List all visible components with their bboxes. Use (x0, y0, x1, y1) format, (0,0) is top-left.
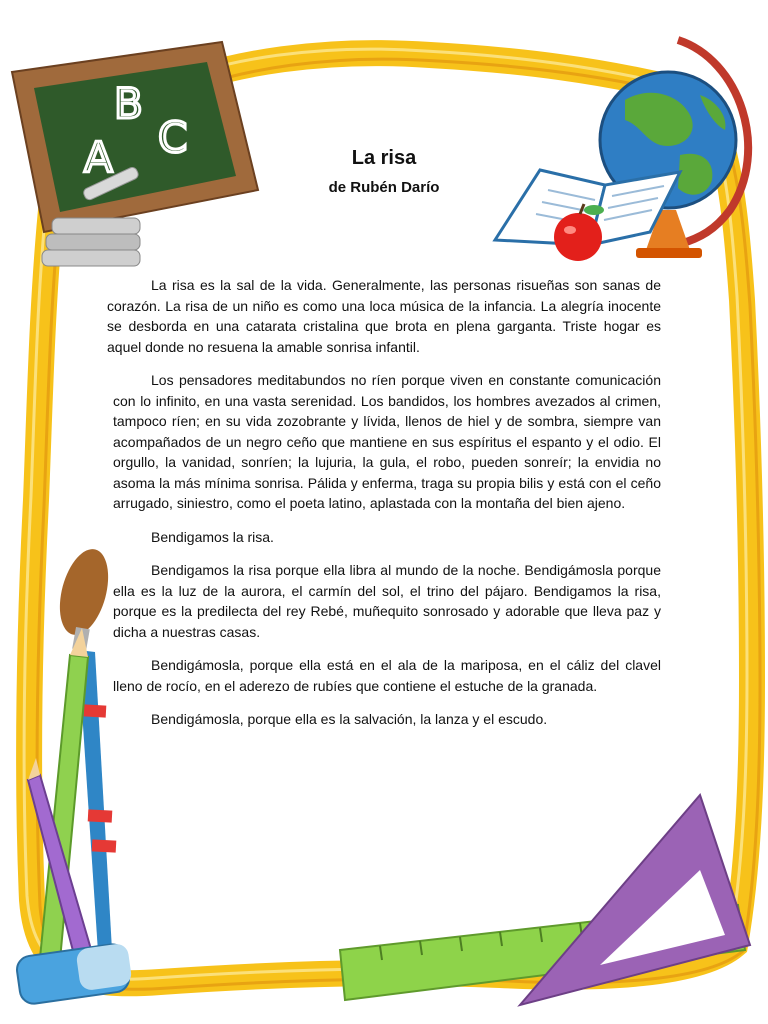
paragraph-4: Bendigamos la risa porque ella libra al mundo de la noche. Bendigámosla porque ella es la luz de la aurora, el carmín del sol, el trino del pájaro. Bendigamos la risa, porque es la predilecta del rey Rebé, muñequito sonrosado y adorable que lleva paz y dicha a nuestras casas. (113, 562, 661, 640)
paragraph-3: Bendigamos la risa. (151, 528, 274, 545)
paragraph-6: Bendigámosla, porque ella es la salvación, la lanza y el escudo. (151, 711, 548, 727)
chalk-letter-c: C (158, 113, 188, 162)
chalk-letter-a: A (84, 133, 113, 182)
poem-body (107, 275, 661, 743)
paragraph-5: Bendigámosla, porque ella está en el ala de la mariposa, en el cáliz del clavel lleno de rocío, en el aderezo de rubíes que contiene el estuche de la granada. (113, 657, 661, 694)
page-title: La risa (351, 147, 417, 169)
set-square-icon (520, 795, 750, 1005)
chalk-letter-b: B (114, 79, 143, 128)
author-line: de Rubén Darío (328, 179, 440, 196)
paragraph-2: Los pensadores meditabundos no ríen porque viven en constante comunicación con lo infinito, en una vasta serenidad. Los bandidos, los hombres avezados al crimen, tampoco ríen; en su vida zozobrante y lívida, llenos de hiel y de sombra, siempre van acompañados de un negro ceño que mantiene en sus espíritus el espanto y el odio. El orgullo, la vanidad, sonríen; la lujuria, la gula, el robo, pueden sonreír; la envidia no asoma la más mínima sonrisa. Pálida y enferma, traga su propia bilis y está con el ceño arrugado, siniestro, como el poeta latino, aplastada con la montaña del bien ajeno. (113, 372, 661, 511)
paragraph-1: La risa es la sal de la vida. Generalmente, las personas risueñas son sanas de corazón. La risa de un niño es como una loca música de la infancia. La alegría inocente se desborda en una catarata cristalina que brota en plena garganta. Triste hogar es aquel donde no resuena la amable sonrisa infantil. (107, 277, 661, 355)
